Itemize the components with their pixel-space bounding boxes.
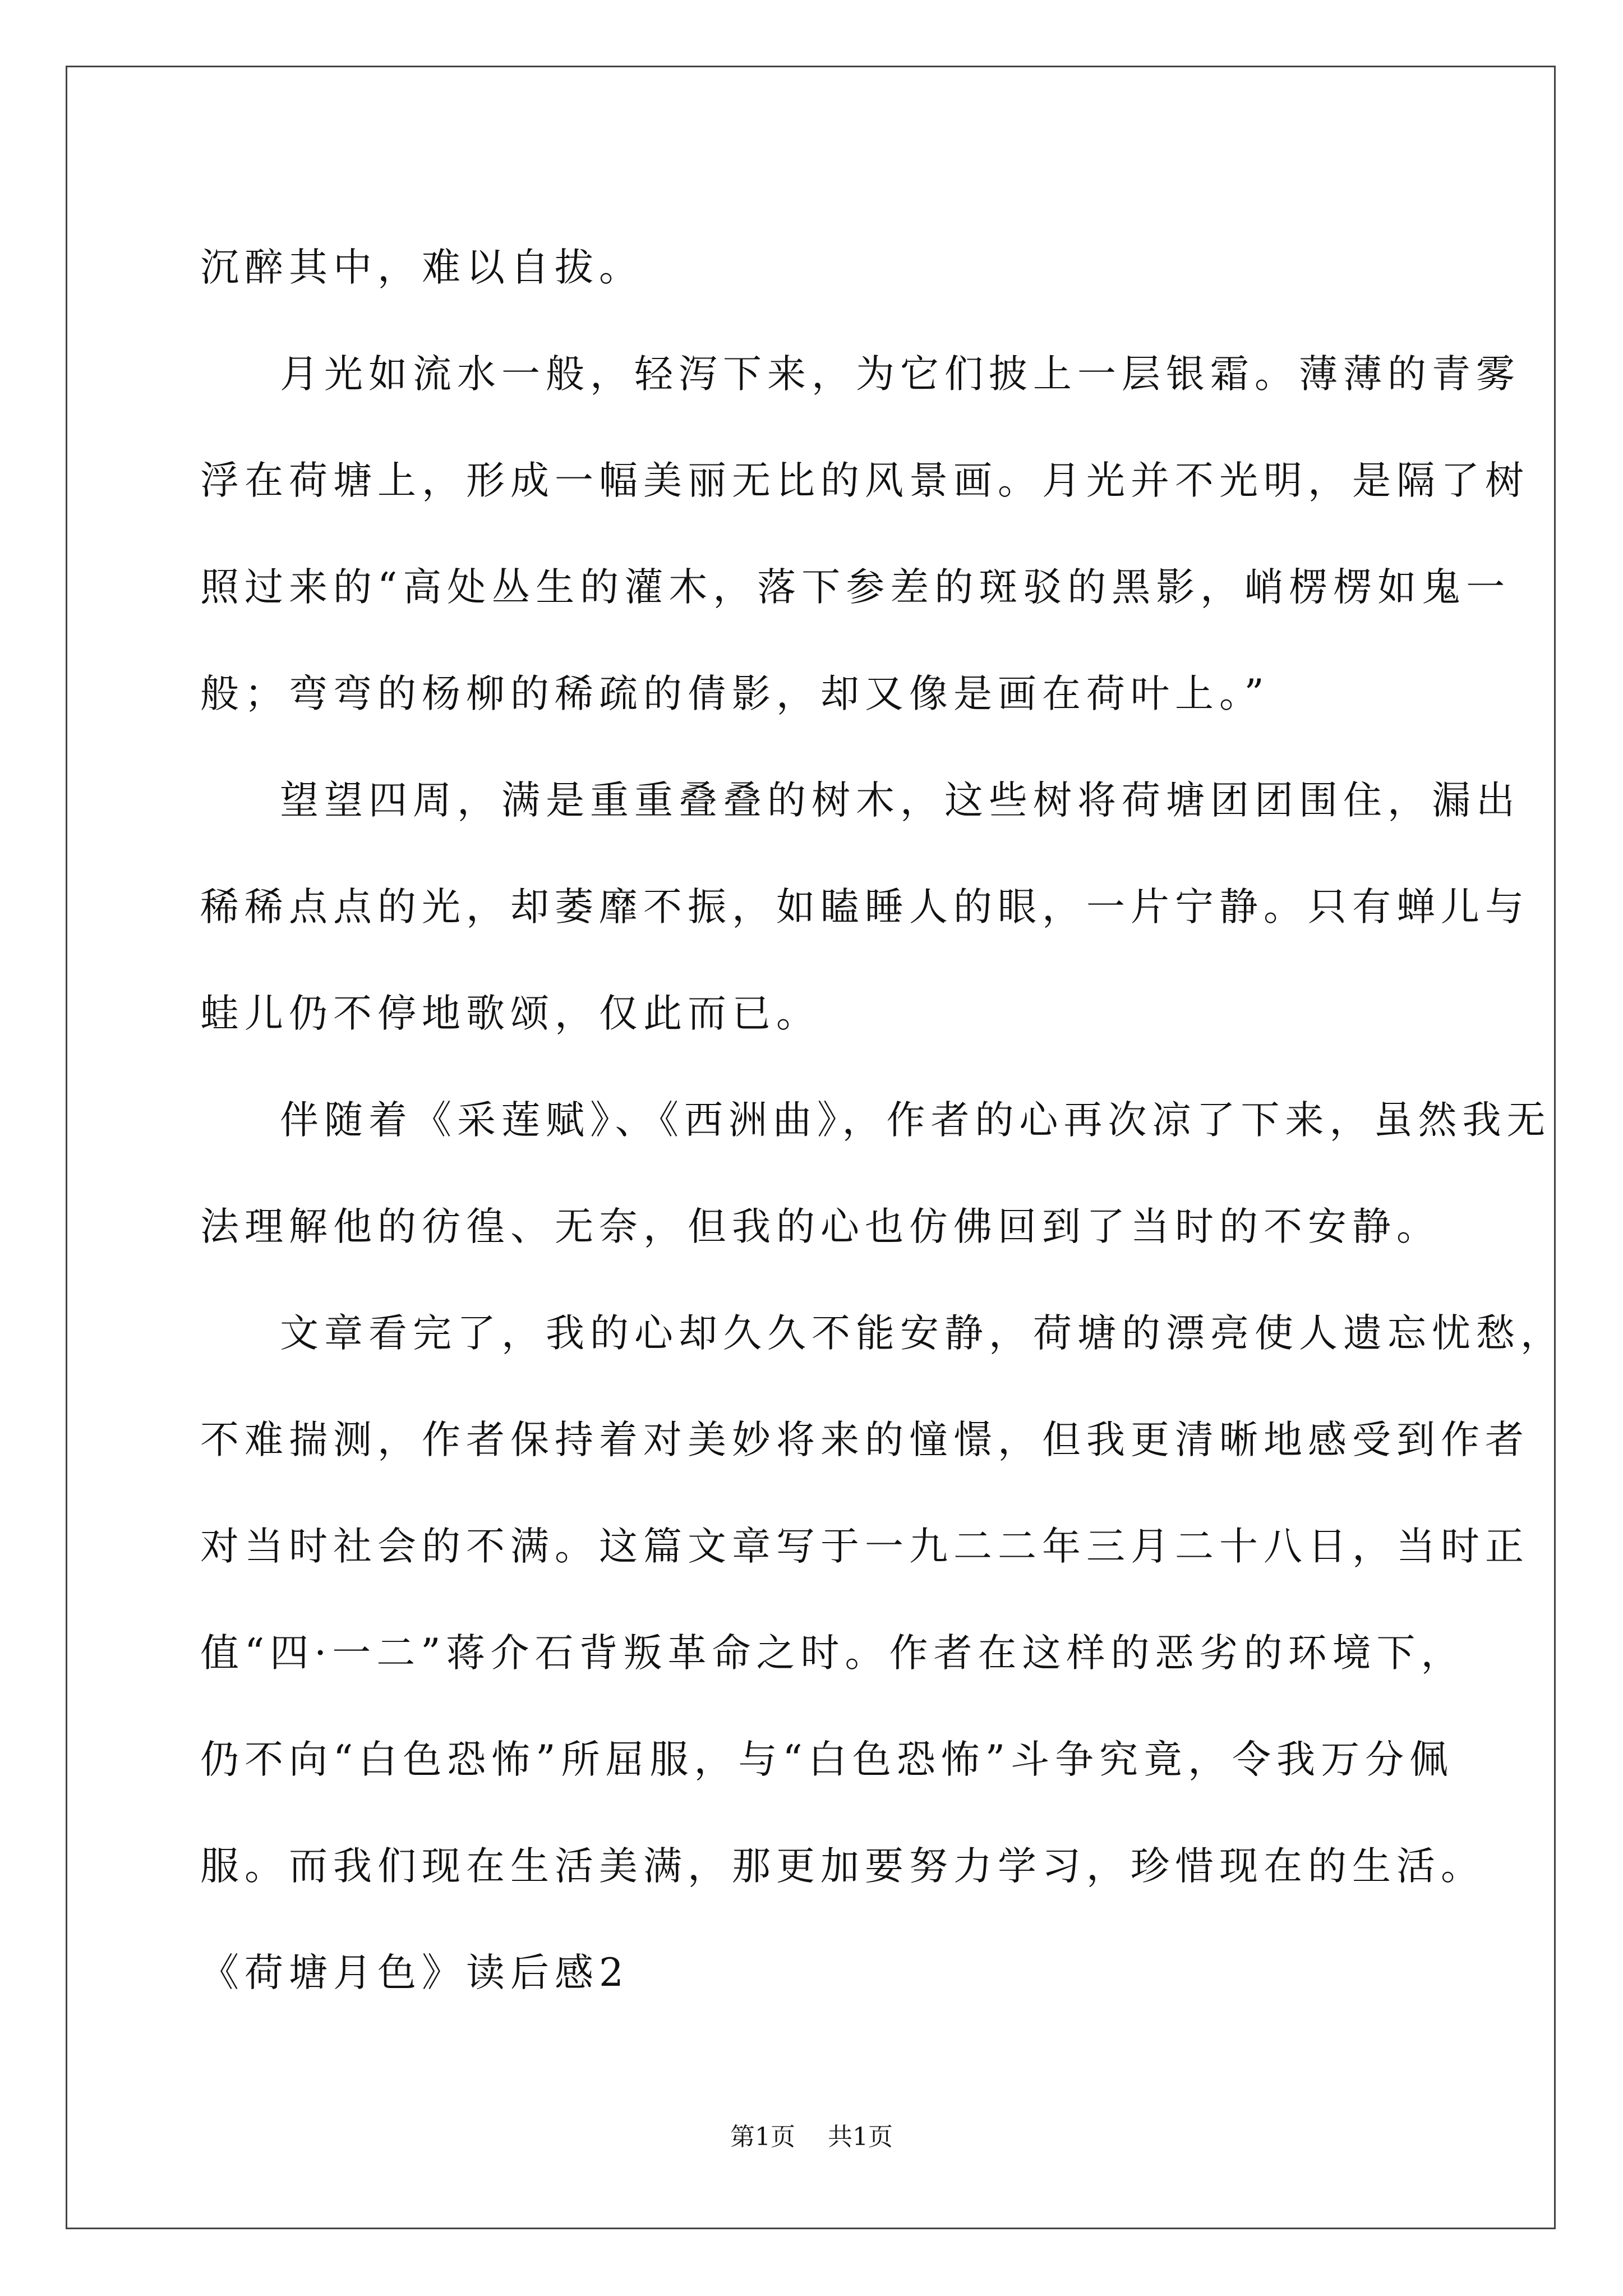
- document-body: [200, 214, 1565, 2026]
- text-line: 服。而我们现在生活美满，那更加要努力学习，珍惜现在的生活。: [200, 1844, 1485, 1889]
- section-heading: 《荷塘月色》读后感2: [200, 1950, 629, 1995]
- page-footer: [0, 2120, 1623, 2154]
- text-line: 法理解他的彷徨、无奈，但我的心也仿佛回到了当时的不安静。: [200, 1204, 1441, 1249]
- text-line: 不难揣测，作者保持着对美妙将来的憧憬，但我更清晰地感受到作者: [200, 1418, 1529, 1462]
- text-line: 蛙儿仍不停地歌颂，仅此而已。: [200, 991, 820, 1036]
- text-line: 仍不向“白色恐怖”所屈服，与“白色恐怖”斗争究竟，令我万分佩: [200, 1737, 1454, 1782]
- page-current: 第1页: [730, 2123, 795, 2151]
- text-line: 伴随着《采莲赋》、《西洲曲》，作者的心再次凉了下来，虽然我无: [280, 1098, 1551, 1143]
- text-line: 浮在荷塘上，形成一幅美丽无比的风景画。月光并不光明，是隔了树: [200, 458, 1529, 503]
- text-line: 照过来的“高处丛生的灌木，落下参差的斑驳的黑影，峭楞楞如鬼一: [200, 565, 1511, 610]
- text-line: 月光如流水一般，轻泻下来，为它们披上一层银霜。薄薄的青雾: [280, 352, 1520, 397]
- text-line: 对当时社会的不满。这篇文章写于一九二二年三月二十八日，当时正: [200, 1524, 1529, 1569]
- text-line: 稀稀点点的光，却萎靡不振，如瞌睡人的眼，一片宁静。只有蝉儿与: [200, 885, 1529, 930]
- text-line: 般；弯弯的杨柳的稀疏的倩影，却又像是画在荷叶上。”: [200, 671, 1270, 716]
- text-line: 望望四周，满是重重叠叠的树木，这些树将荷塘团团围住，漏出: [280, 778, 1520, 823]
- text-line: 沉醉其中，难以自拔。: [200, 245, 643, 290]
- text-line: 文章看完了，我的心却久久不能安静，荷塘的漂亮使人遗忘忧愁，: [280, 1311, 1565, 1356]
- text-line: 值“四·一二”蒋介石背叛革命之时。作者在这样的恶劣的环境下，: [200, 1631, 1465, 1676]
- page-total: 共1页: [828, 2123, 893, 2151]
